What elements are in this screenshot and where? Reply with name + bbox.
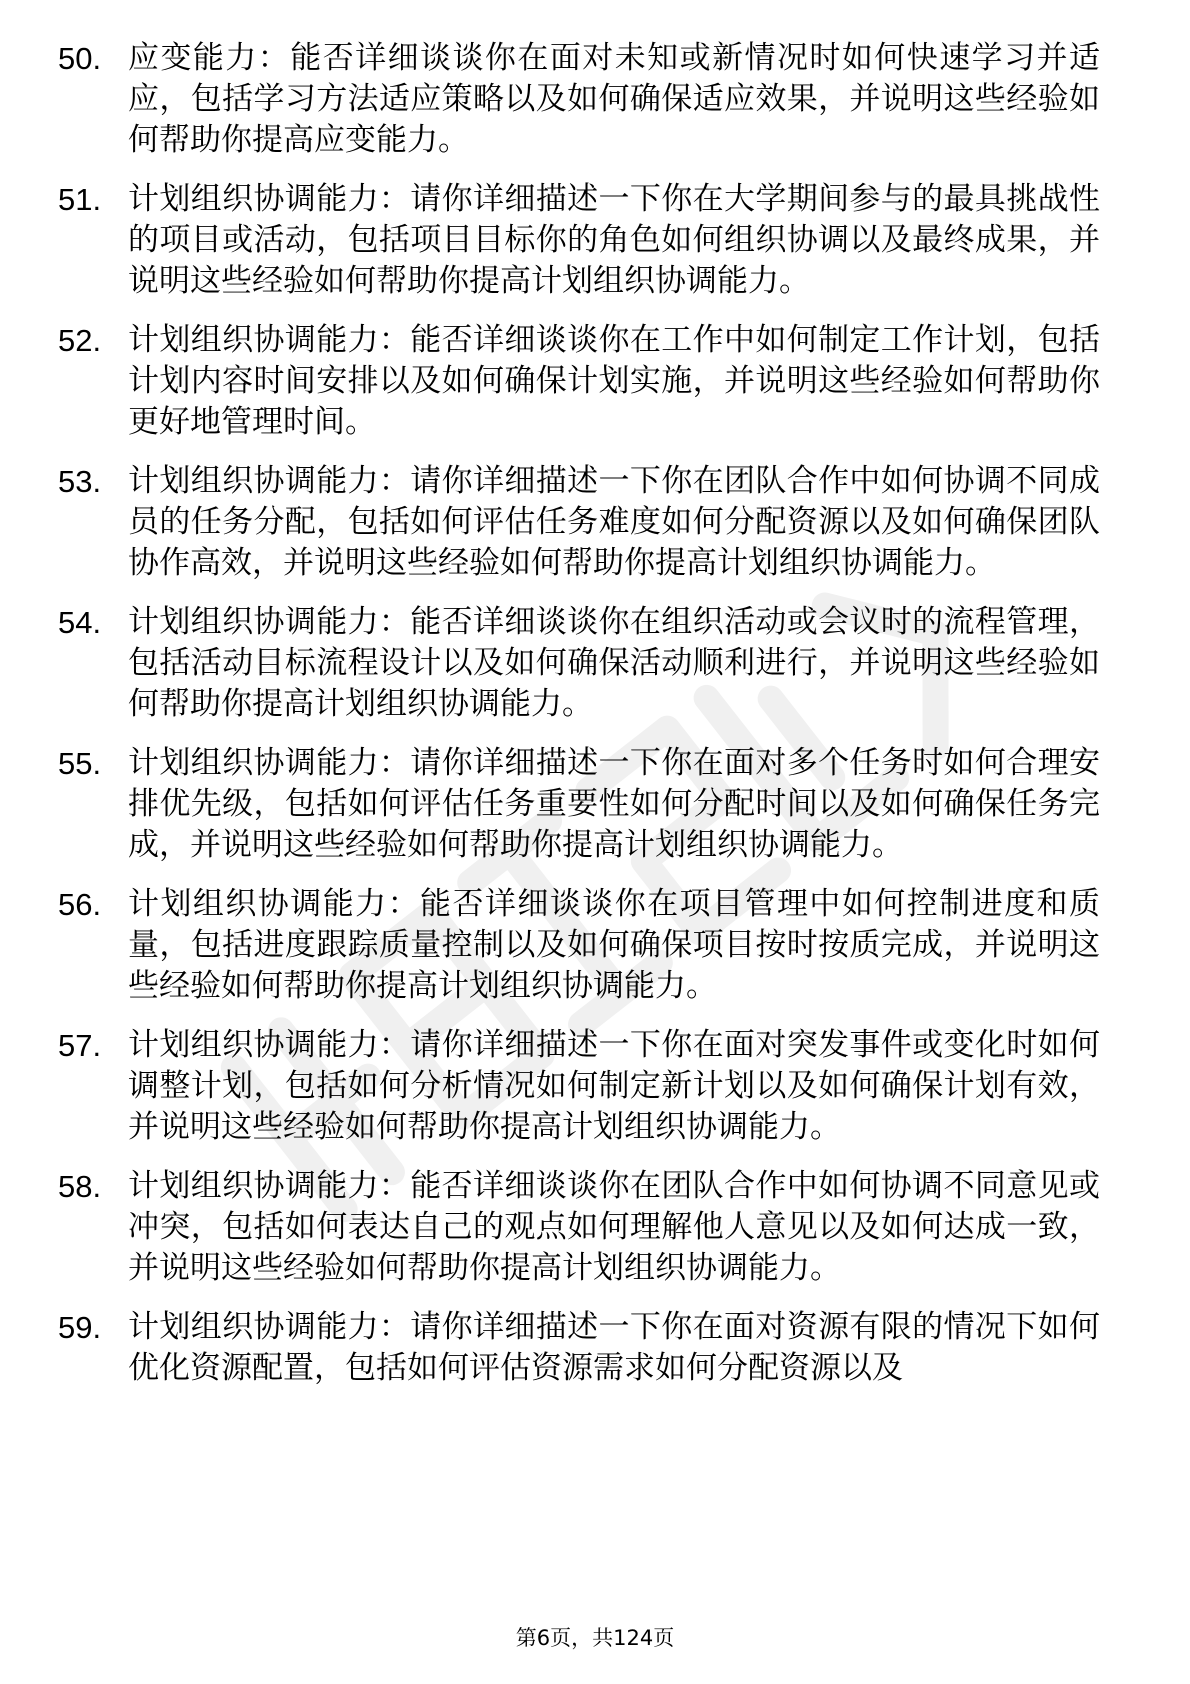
item-text: 计划组织协调能力：能否详细谈谈你在组织活动或会议时的流程管理，包括活动目标流程设计以及如何确保活动顺利进行，并说明这些经验如何帮助你提高计划组织协调能力。 [128,604,1100,722]
item-number: 56. [58,887,102,922]
page-number-label: 第6页，共124页 [515,1626,675,1650]
item-number: 54. [58,605,102,640]
item-number: 58. [58,1169,102,1204]
item-text: 应变能力：能否详细谈谈你在面对未知或新情况时如何快速学习并适应，包括学习方法适应策略以及如何确保适应效果，并说明这些经验如何帮助你提高应变能力。 [128,40,1100,158]
list-item [0,461,1190,584]
item-number: 50. [58,41,102,76]
item-number: 51. [58,182,102,217]
item-number: 53. [58,464,102,499]
list-item [0,320,1190,443]
item-text: 计划组织协调能力：请你详细描述一下你在团队合作中如何协调不同成员的任务分配，包括如何评估任务难度如何分配资源以及如何确保团队协作高效，并说明这些经验如何帮助你提高计划组织协调能力。 [128,463,1100,581]
item-text: 计划组织协调能力：能否详细谈谈你在项目管理中如何控制进度和质量，包括进度跟踪质量控制以及如何确保项目按时按质完成，并说明这些经验如何帮助你提高计划组织协调能力。 [128,886,1100,1004]
list-item [0,1025,1190,1148]
page-footer [0,1624,1190,1652]
item-text: 计划组织协调能力：能否详细谈谈你在工作中如何制定工作计划，包括计划内容时间安排以及如何确保计划实施，并说明这些经验如何帮助你更好地管理时间。 [128,322,1100,440]
list-item [0,1166,1190,1289]
item-number: 55. [58,746,102,781]
item-text: 计划组织协调能力：请你详细描述一下你在面对突发事件或变化时如何调整计划，包括如何分析情况如何制定新计划以及如何确保计划有效，并说明这些经验如何帮助你提高计划组织协调能力。 [128,1027,1100,1145]
list-item [0,38,1190,161]
list-item [0,884,1190,1007]
item-number: 52. [58,323,102,358]
item-text: 计划组织协调能力：请你详细描述一下你在面对多个任务时如何合理安排优先级，包括如何评估任务重要性如何分配时间以及如何确保任务完成，并说明这些经验如何帮助你提高计划组织协调能力。 [128,745,1100,863]
item-text: 计划组织协调能力：能否详细谈谈你在团队合作中如何协调不同意见或冲突，包括如何表达自己的观点如何理解他人意见以及如何达成一致，并说明这些经验如何帮助你提高计划组织协调能力。 [128,1168,1100,1286]
list-item [0,1307,1190,1389]
item-text: 计划组织协调能力：请你详细描述一下你在大学期间参与的最具挑战性的项目或活动，包括项目目标你的角色如何组织协调以及最终成果，并说明这些经验如何帮助你提高计划组织协调能力。 [128,181,1100,299]
item-text: 计划组织协调能力：请你详细描述一下你在面对资源有限的情况下如何优化资源配置，包括如何评估资源需求如何分配资源以及 [128,1309,1100,1386]
list-item [0,602,1190,725]
list-item [0,743,1190,866]
item-number: 59. [58,1310,102,1345]
question-list [0,38,1190,1407]
item-number: 57. [58,1028,102,1063]
list-item [0,179,1190,302]
